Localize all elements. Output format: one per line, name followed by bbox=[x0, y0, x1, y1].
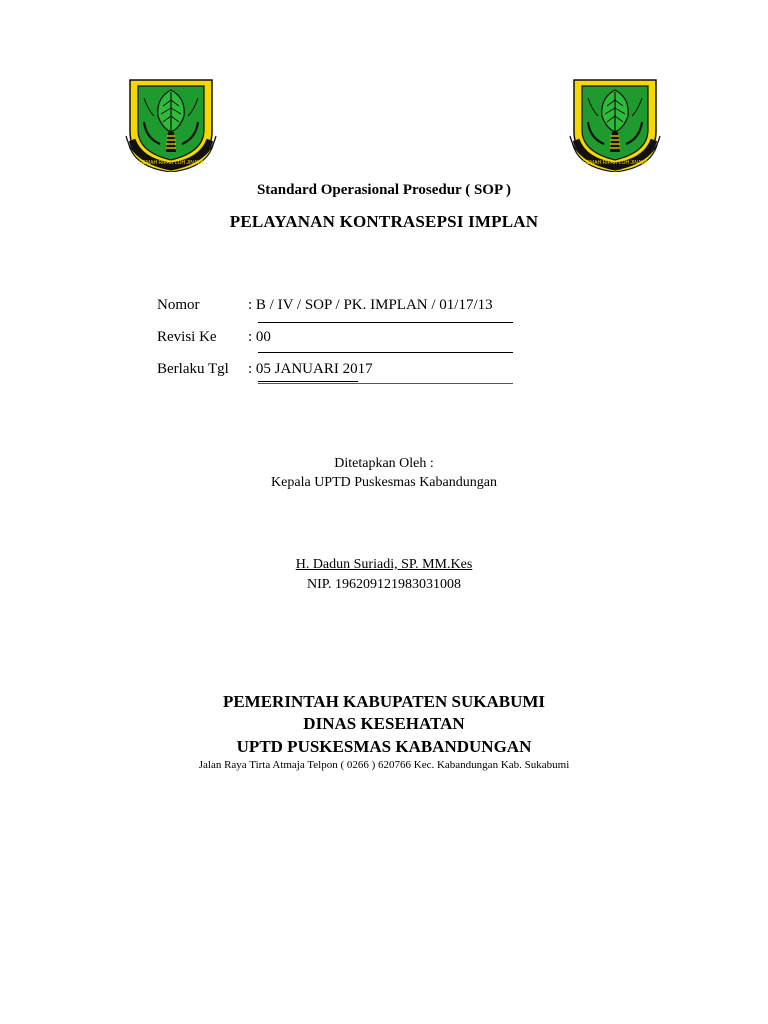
signer-nip: NIP. 196209121983031008 bbox=[306, 577, 461, 592]
berlaku-underline-short bbox=[258, 381, 358, 382]
org-unit: UPTD PUSKESMAS KABANDUNGAN bbox=[236, 737, 532, 756]
berlaku-label: Berlaku Tgl bbox=[157, 361, 229, 377]
sop-title: PELAYANAN KONTRASEPSI IMPLAN bbox=[229, 212, 539, 231]
svg-text:GEMAH RIPAH LOH JINAWI: GEMAH RIPAH LOH JINAWI bbox=[582, 160, 648, 166]
nomor-value: : B / IV / SOP / PK. IMPLAN / 01/17/13 bbox=[248, 297, 493, 313]
coat-of-arms-right-icon bbox=[568, 76, 662, 172]
ditetapkan-label: Ditetapkan Oleh : bbox=[334, 456, 434, 471]
org-address: Jalan Raya Tirta Atmaja Telpon ( 0266 ) 620766 Kec. Kabandungan Kab. Sukabumi bbox=[198, 759, 570, 771]
nomor-label: Nomor bbox=[157, 297, 200, 313]
org-department: DINAS KESEHATAN bbox=[303, 714, 465, 733]
revisi-value: : 00 bbox=[248, 329, 271, 345]
org-government: PEMERINTAH KABUPATEN SUKABUMI bbox=[222, 692, 546, 711]
signer-name: H. Dadun Suriadi, SP. MM.Kes bbox=[295, 557, 473, 572]
revisi-underline bbox=[258, 352, 513, 353]
revisi-label: Revisi Ke bbox=[157, 329, 217, 345]
approver-position: Kepala UPTD Puskesmas Kabandungan bbox=[271, 475, 497, 490]
coat-of-arms-left-icon bbox=[124, 76, 218, 172]
berlaku-underline bbox=[258, 383, 513, 384]
berlaku-value: : 05 JANUARI 2017 bbox=[248, 361, 373, 377]
sop-subtitle: Standard Operasional Prosedur ( SOP ) bbox=[256, 182, 512, 198]
nomor-underline bbox=[258, 322, 513, 323]
svg-text:GEMAH RIPAH LOH JINAWI: GEMAH RIPAH LOH JINAWI bbox=[138, 160, 204, 166]
